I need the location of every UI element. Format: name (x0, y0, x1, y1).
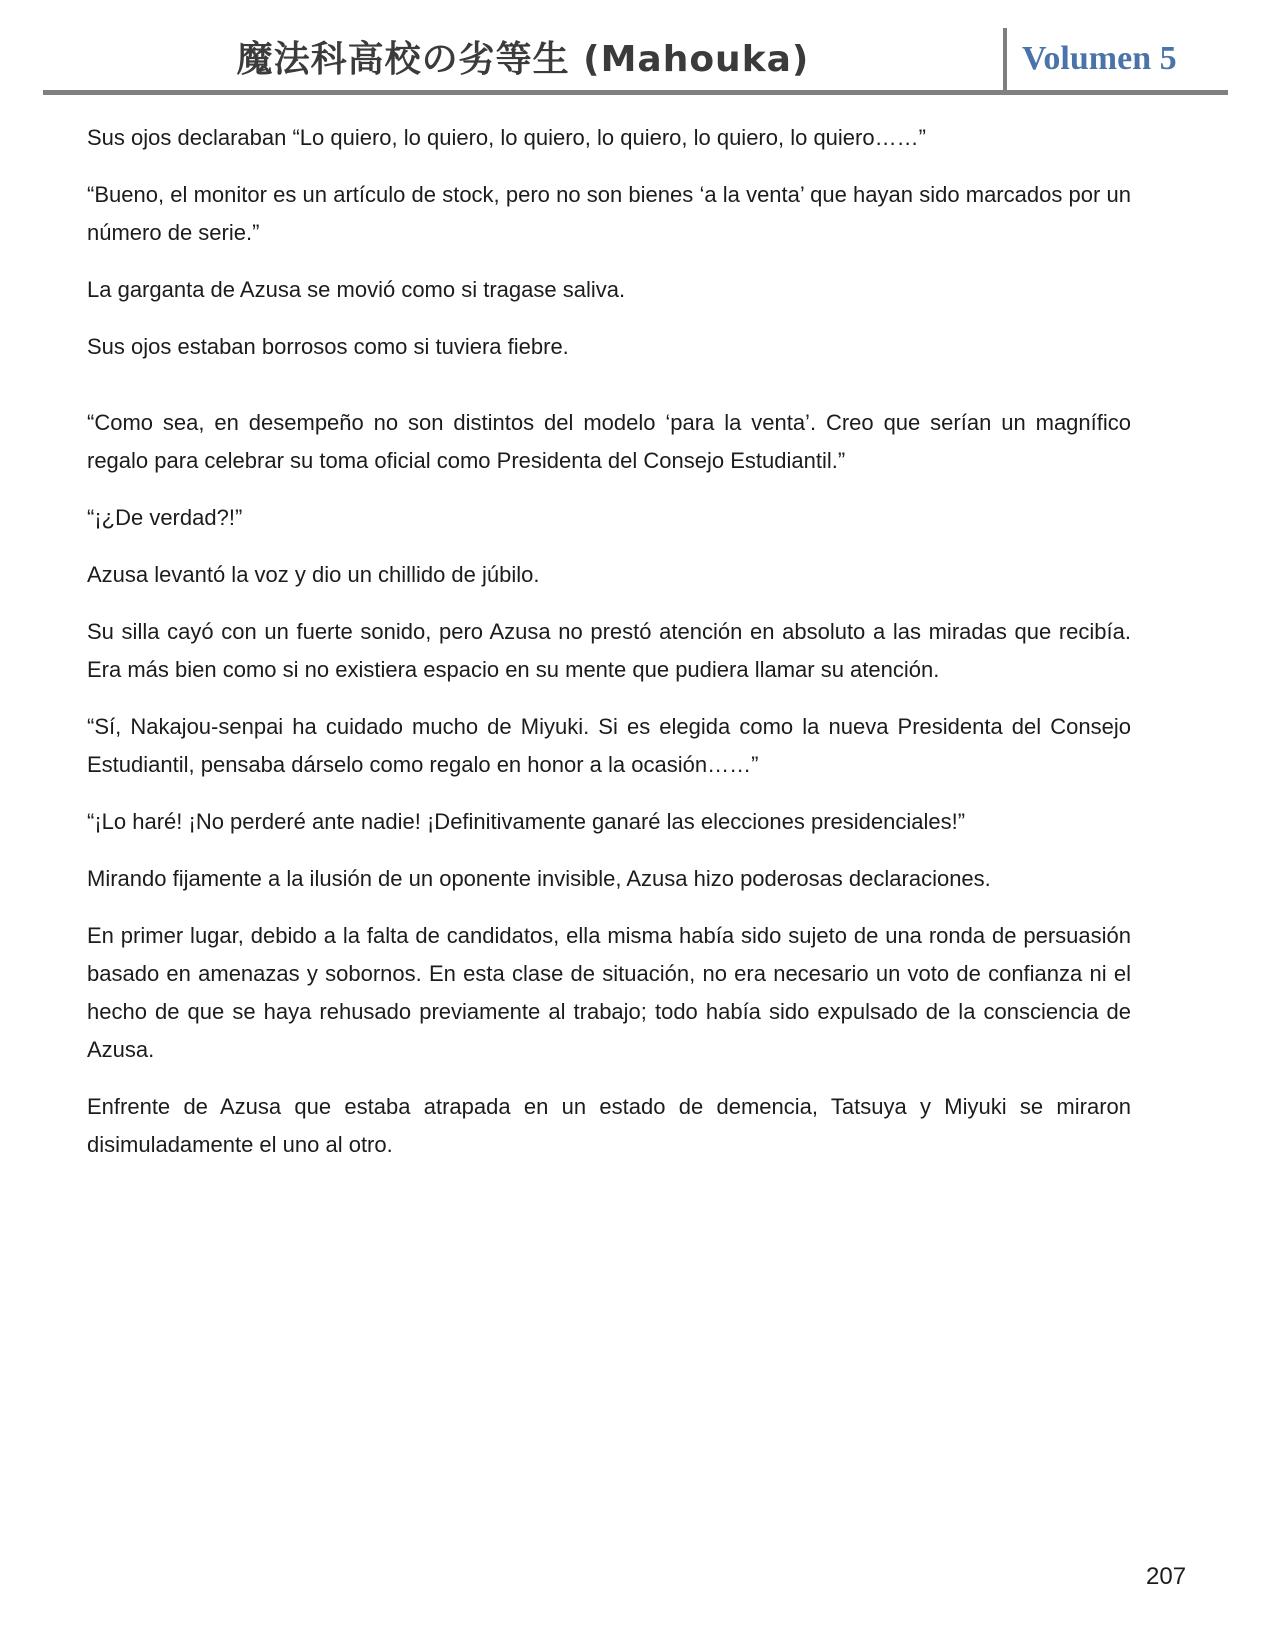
header-rule (43, 90, 1228, 95)
paragraph: Sus ojos estaban borrosos como si tuviera fiebre. (87, 334, 569, 359)
paragraph: “Sí, Nakajou-senpai ha cuidado mucho de Miyuki. Si es elegida como la nueva Presidenta del Consejo Estudiantil, pensaba dárselo como regalo en honor a la ocasión……” (87, 714, 1131, 777)
paragraph: “Como sea, en desempeño no son distintos del modelo ‘para la venta’. Creo que serían un magnífico regalo para celebrar su toma oficial como Presidenta del Consejo Estudiantil.” (87, 410, 1131, 473)
paragraph: Azusa levantó la voz y dio un chillido de júbilo. (87, 562, 540, 587)
paragraph: Enfrente de Azusa que estaba atrapada en un estado de demencia, Tatsuya y Miyuki se miraron disimuladamente el uno al otro. (87, 1094, 1131, 1157)
header-row (43, 0, 1228, 90)
page-header (43, 0, 1228, 95)
body-text (87, 119, 1131, 1183)
volume-label: Volumen 5 (1022, 40, 1177, 77)
header-title-wrap (43, 31, 1003, 90)
paragraph: “¡Lo haré! ¡No perderé ante nadie! ¡Definitivamente ganaré las elecciones presidenciales!” (87, 809, 966, 834)
paragraph: Sus ojos declaraban “Lo quiero, lo quiero, lo quiero, lo quiero, lo quiero, lo quiero……” (87, 125, 926, 150)
header-volume-cell (1007, 40, 1228, 90)
paragraph: Mirando fijamente a la ilusión de un oponente invisible, Azusa hizo poderosas declaraciones. (87, 866, 991, 891)
paragraph: “Bueno, el monitor es un artículo de stock, pero no son bienes ‘a la venta’ que hayan sido marcados por un número de serie.” (87, 182, 1131, 245)
paragraph: “¡¿De verdad?!” (87, 505, 243, 530)
paragraph: En primer lugar, debido a la falta de candidatos, ella misma había sido sujeto de una ronda de persuasión basado en amenazas y sobornos. En esta clase de situación, no era necesario un voto de confianza ni el hecho de que se haya rehusado previamente al trabajo; todo había sido expulsado de la consciencia de Azusa. (87, 923, 1131, 1062)
paragraph: La garganta de Azusa se movió como si tragase saliva. (87, 277, 626, 302)
paragraph: Su silla cayó con un fuerte sonido, pero Azusa no prestó atención en absoluto a las miradas que recibía. Era más bien como si no existiera espacio en su mente que pudiera llamar su atención. (87, 619, 1131, 682)
page-number: 207 (1146, 1563, 1187, 1590)
page-title: 魔法科高校の劣等生 (Mahouka) (236, 39, 810, 80)
